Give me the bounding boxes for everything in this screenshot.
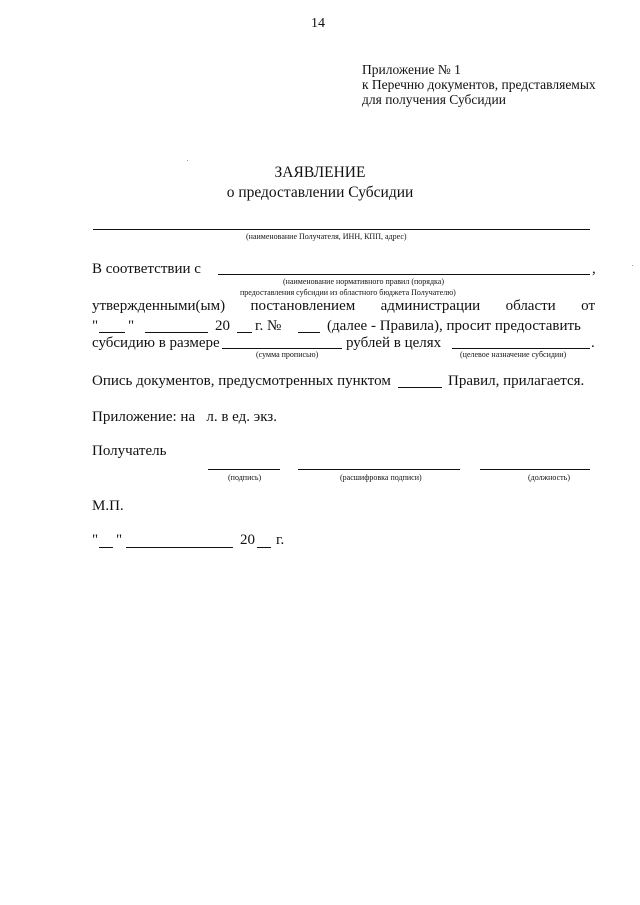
bottom-date-quote-open: " (92, 532, 99, 548)
appendix-line-1: Приложение № 1 (362, 62, 461, 77)
subsidy-period: . (591, 335, 595, 351)
appendix-line-2: к Перечню документов, представляемых (362, 77, 596, 92)
signature-caption: (подпись) (228, 473, 262, 482)
appendix-line-3: для получения Субсидии (362, 92, 506, 107)
accordance-label: В соответствии с (92, 261, 201, 277)
amount-blank (222, 348, 342, 349)
date-quote-close: " (128, 318, 135, 334)
year-suffix: г. № (255, 318, 282, 334)
recipient-label: Получатель (92, 443, 167, 459)
approval-line (92, 298, 595, 315)
subsidy-middle: рублей в целях (346, 335, 442, 351)
approval-word: администрации (380, 298, 481, 314)
page-number: 14 (311, 16, 325, 31)
bottom-month-blank (126, 547, 233, 548)
approval-word: от (581, 298, 595, 314)
amount-caption: (сумма прописью) (256, 350, 319, 359)
date-line-rest: (далее - Правила), просит предоставить (327, 318, 581, 334)
year-prefix: 20 (215, 318, 230, 334)
recipient-caption: (наименование Получателя, ИНН, КПП, адрес) (246, 232, 407, 241)
document-subtitle: о предоставлении Субсидии (226, 184, 414, 201)
recipient-name-line (93, 229, 590, 230)
day-blank (99, 332, 125, 333)
purpose-blank (452, 348, 590, 349)
number-blank (298, 332, 320, 333)
bottom-day-blank (99, 547, 113, 548)
year-blank (237, 332, 252, 333)
month-blank (145, 332, 208, 333)
scan-speck (632, 265, 633, 266)
bottom-year-blank (257, 547, 271, 548)
inventory-prefix: Опись документов, предусмотренных пунктом (92, 373, 391, 389)
stamp-label: М.П. (92, 498, 124, 514)
approval-word: утвержденными(ым) (92, 298, 226, 314)
position-line (480, 469, 590, 470)
bottom-date-quote-close: " (116, 532, 123, 548)
subsidy-prefix: субсидию в размере (92, 335, 220, 351)
document-title: ЗАЯВЛЕНИЕ (274, 164, 366, 181)
appendix-block (362, 62, 596, 107)
purpose-caption: (целевое назначение субсидии) (460, 350, 567, 359)
position-caption: (должность) (528, 473, 570, 482)
date-quote-open: " (92, 318, 99, 334)
signature-line (208, 469, 280, 470)
inventory-suffix: Правил, прилагается. (448, 373, 585, 389)
accordance-comma: , (592, 261, 596, 277)
regulation-name-line (218, 274, 590, 275)
scan-speck (187, 160, 188, 161)
attachment-line: Приложение: на л. в ед. экз. (92, 409, 277, 425)
bottom-year-suffix: г. (276, 532, 285, 548)
approval-word: постановлением (250, 298, 356, 314)
clause-blank (398, 387, 442, 388)
decoding-caption: (расшифровка подписи) (340, 473, 422, 482)
decoding-line (298, 469, 460, 470)
bottom-year-prefix: 20 (240, 532, 255, 548)
regulation-caption-2: предоставления субсидии из областного бюджета Получателю) (240, 288, 456, 297)
approval-word: области (505, 298, 556, 314)
regulation-caption-1: (наименование нормативного правил (порядка) (283, 277, 444, 286)
